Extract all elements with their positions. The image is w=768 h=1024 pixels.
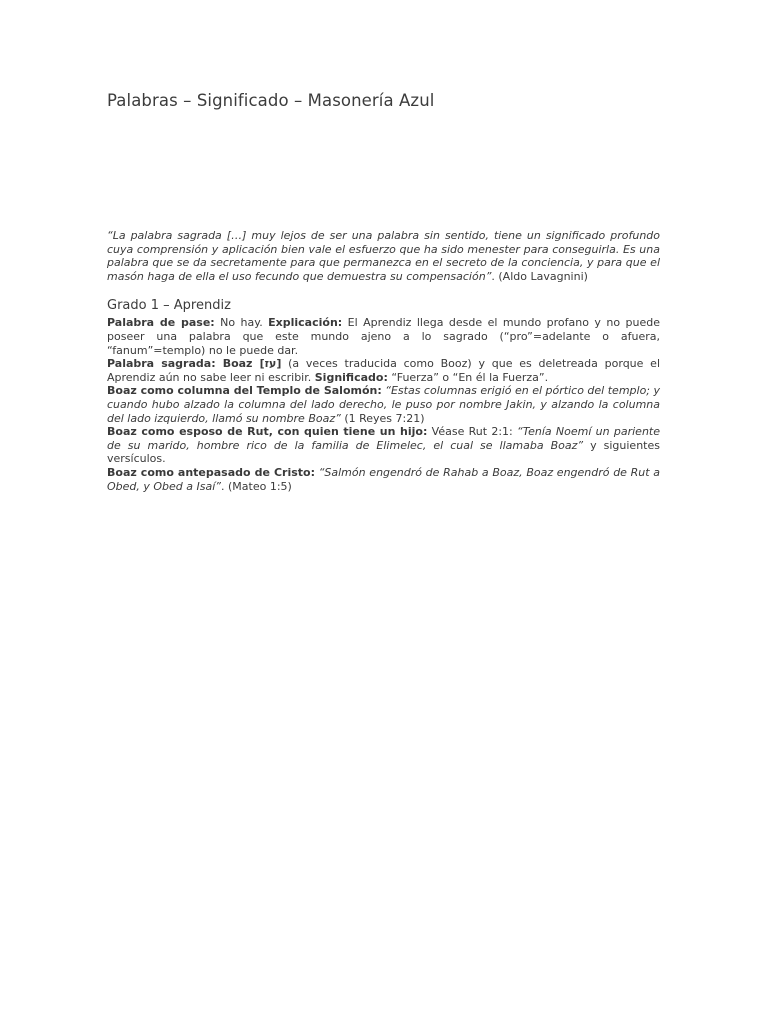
- paragraph-palabra-de-pase: [107, 316, 660, 357]
- document-title: Palabras – Significado – Masonería Azul: [107, 91, 435, 110]
- esposo-de-rut-label: Boaz como esposo de Rut, con quien tiene un hijo:: [107, 425, 428, 439]
- palabra-de-pase-text: No hay.: [214, 316, 269, 330]
- antepasado-quote: “Salmón engendró de Rahab a Boaz, Boaz engendró de Rut a Obed, y Obed a Isaí”: [107, 465, 660, 493]
- esposo-de-rut-quote: “Tenía Noemí un pariente de su marido, hombre rico de la familia de Elimelec, el cual se llamaba Boaz”: [107, 425, 660, 452]
- section-heading: Grado 1 – Aprendiz: [107, 298, 231, 314]
- document-page: [107, 90, 660, 493]
- epigraph: [107, 229, 660, 283]
- significado-label: Significado:: [314, 370, 388, 384]
- esposo-de-rut-text-end: y siguientes versículos.: [107, 438, 660, 466]
- antepasado-reference: . (Mateo 1:5): [221, 479, 292, 493]
- paragraph-esposo-de-rut: [107, 425, 660, 466]
- explicacion-label: Explicación:: [268, 316, 343, 330]
- paragraph-antepasado-de-cristo: [107, 466, 660, 493]
- antepasado-label: Boaz como antepasado de Cristo:: [107, 465, 316, 479]
- significado-text: “Fuerza” o “En él la Fuerza”.: [387, 370, 549, 384]
- paragraph-columna-templo: [107, 384, 660, 425]
- paragraph-palabra-sagrada: [107, 357, 660, 384]
- explicacion-text: El Aprendiz llega desde el mundo profano y no puede poseer una palabra que este mundo ajeno a lo sagrado (“pro”=adelante o afuera, “fanum”=templo) no le puede dar.: [107, 316, 660, 357]
- palabra-sagrada-text: (a veces traducida como Booz) y que es deletreada porque el Aprendiz aún no sabe leer ni escribir.: [107, 357, 661, 384]
- hebrew-glyph: [עז]: [259, 357, 282, 371]
- palabra-sagrada-label: Palabra sagrada: Boaz: [107, 357, 260, 371]
- esposo-de-rut-text: Véase Rut 2:1:: [427, 425, 518, 439]
- columna-templo-quote: “Estas columnas erigió en el pórtico del templo; y cuando hubo alzado la columna del lado derecho, le puso por nombre Jakin, y alzando la columna del lado izquierdo, llamó su nombre Boaz”: [107, 384, 661, 425]
- columna-templo-reference: (1 Reyes 7:21): [340, 411, 425, 425]
- epigraph-attribution: . (Aldo Lavagnini): [491, 269, 588, 283]
- palabra-de-pase-label: Palabra de pase:: [107, 316, 215, 330]
- epigraph-quote: “La palabra sagrada […] muy lejos de ser una palabra sin sentido, tiene un significado profundo cuya comprensión y aplicación bien vale el esfuerzo que ha sido menester para conseguirla. Es una palabra que se da secretamente para que permanezca en el secreto de la conciencia, y para que el masón haga de ella el uso fecundo que demuestra su compensación”: [107, 229, 660, 283]
- columna-templo-label: Boaz como columna del Templo de Salomón:: [107, 384, 382, 398]
